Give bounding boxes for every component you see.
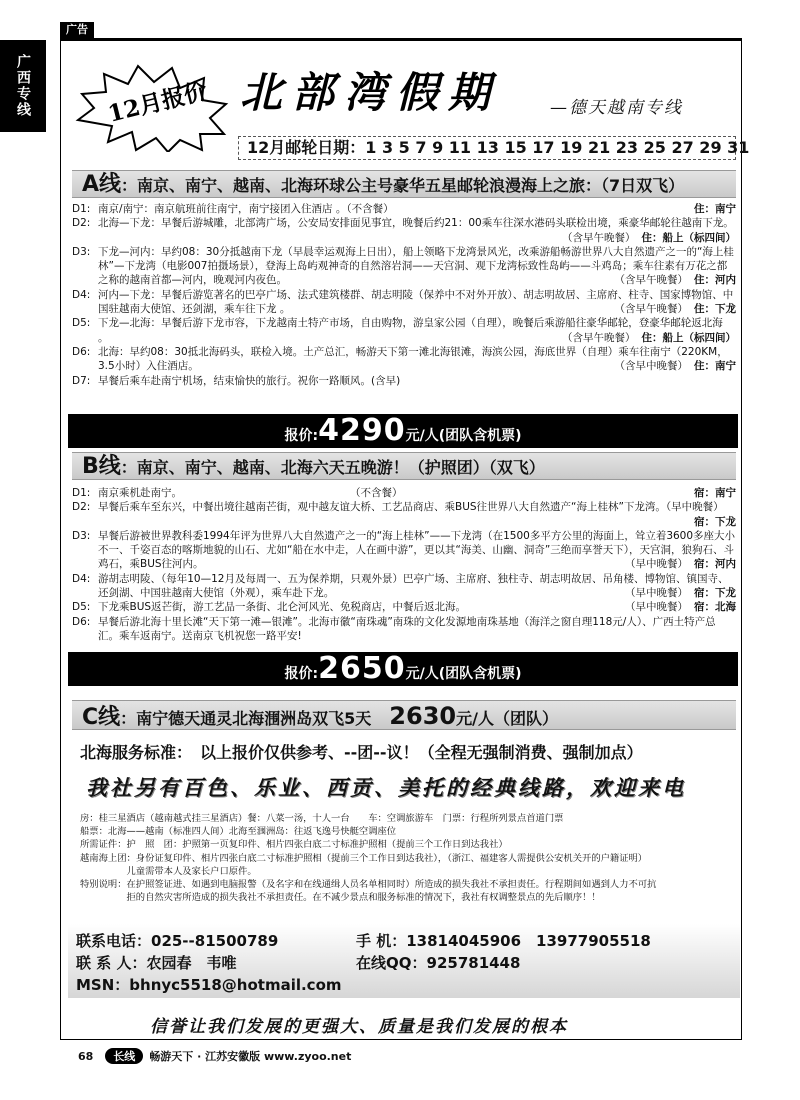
line-a-day-text: 河内—下龙：早餐后游览著名的巴亭广场、法式建筑楼群、胡志明陵（保养中不对外开放）、胡志明故居、主席府、柱寺、国家博物馆、中国驻越南大使馆、还剑湖，乘车往下龙 。 （含早午晚餐） 住：下龙 (98, 288, 736, 316)
page-footer (78, 1048, 351, 1064)
terms-line: 儿童需带本人及家长户口原件。 (80, 865, 257, 877)
line-b-day-text: 早餐后游被世界教科委1994年评为世界八大自然遗产之一的“海上桂林”——下龙湾（在1500多平方公里的海面上，耸立着3600多座大小不一、千姿百态的喀斯地貌的山石、尤如“船在水中走，人在画中游”，更以其“海美、山幽、洞奇”三绝而享誉天下），天宫洞，狼狗石、斗鸡石，乘BUS往河内。 （早中晚餐） 宿：河内 (98, 529, 736, 571)
line-a-day-meals: （含早中晚餐） (614, 360, 688, 373)
cruise-dates: 12月邮轮日期：1 3 5 7 9 11 13 15 17 19 21 23 25 27 29 31 (238, 136, 736, 160)
line-a-day-row (72, 345, 736, 374)
line-a-price-bar (68, 414, 738, 448)
line-b-day-meals: （早中晚餐） (625, 558, 688, 571)
line-b-day-row (72, 500, 736, 529)
line-a-day-stay (615, 359, 737, 373)
line-a-day-label: D1: (72, 203, 91, 215)
line-b-day-text: 早餐后乘车至东兴，中餐出境往越南芒街，观中越友谊大桥、工艺品商店、乘BUS往世界八大自然遗产“海上桂林”下龙湾。（早中晚餐） 宿：下龙 (98, 501, 736, 528)
line-b-day-stay (625, 600, 736, 614)
line-b-day-stay (625, 557, 736, 571)
line-b-code: B线 (82, 454, 121, 479)
line-a-day-label: D3: (72, 245, 91, 258)
line-b-day-stay (694, 486, 736, 500)
contact-qq: 在线QQ：925781448 (356, 954, 521, 972)
page-number: 68 (78, 1050, 94, 1063)
line-b-day-stay-text: 宿：河内 (694, 558, 736, 571)
line-b-day-meals: （早中晚餐） (625, 601, 688, 614)
terms-line: 房：桂三星酒店（越南越式挂三星酒店）餐：八菜一汤，十人一台 车：空调旅游车 门票：行程所列景点首道门票 (80, 813, 564, 824)
line-b-day-stay-text: 宿：南宁 (694, 487, 736, 499)
line-a-day-row (72, 374, 736, 388)
line-a-day-row (72, 316, 736, 345)
line-b-price: 2650 (318, 651, 406, 686)
line-a-day-text: 北海：早约08：30抵北海码头，联检入境。土产总汇，畅游天下第一滩北海银滩，海滨公园，海底世界（自理）乘车往南宁（220KM，3.5小时）入住酒店。 （含早中晚餐） 住：南宁 (98, 345, 736, 373)
section-pill: 长线 (105, 1048, 143, 1064)
line-b-day-label: D3: (72, 529, 91, 542)
line-b-title (72, 452, 736, 480)
line-b-price-bar (68, 652, 738, 686)
line-b-day-stay (694, 515, 736, 529)
line-a-day-stay (562, 231, 736, 245)
line-c-title (72, 700, 736, 730)
line-b-day-text: 下龙乘BUS返芒街，游工艺品一条街、北仑河风光、免税商店，中餐后返北海。 （早中晚餐） 宿：北海 (98, 601, 736, 614)
contact-mobile: 手 机：13814045906 13977905518 (356, 932, 651, 950)
line-a-day-meals: （含早午晚餐） (562, 331, 636, 344)
line-a-day-stay-text: 住：河内 (694, 274, 736, 287)
side-tab (0, 40, 46, 132)
line-a-day-stay (615, 273, 737, 287)
line-a-price-label: 报价: (284, 428, 319, 444)
promo-label: 12月报价 (105, 77, 210, 128)
terms-line: 拒的自然灾害所造成的损失我社不承担责任。在不减少景点和服务标准的情况下，我社有权调整景点的先后顺序！！ (80, 892, 601, 904)
line-a-day-stay-text: 住：南宁 (694, 360, 736, 373)
line-a-day-stay-text: 住：船上（标四间） (641, 231, 736, 244)
line-b-day-text: 南京乘机赴南宁。 （不含餐） 宿：南宁 (98, 487, 736, 499)
line-a-day-stay-text: 住：船上（标四间） (641, 331, 736, 344)
contact-person: 联 系 人：农园春 韦唯 (76, 954, 237, 972)
line-b-day-label: D6: (72, 615, 91, 628)
line-a-day-label: D2: (72, 217, 91, 230)
line-a-price: 4290 (318, 413, 406, 448)
line-b-day-text: 游胡志明陵、（每年10—12月及每周一、五为保养期，只观外景）巴亭广场、主席府、独柱寺、胡志明故居、吊角楼、博物馆、镇国寺、还剑湖、中国驻越南大使馆（外观），乘车赴下龙。 （早中晚餐） 宿：下龙 (98, 572, 736, 600)
line-b-day-label: D4: (72, 572, 91, 585)
terms-line: 特别说明：在护照签证进、如遇到电脑报警（及名字和在线通缉人员名单相同时）所造成的损失我社不承担责任。行程期间如遇到人力不可抗 (80, 879, 657, 891)
contact-box (68, 924, 740, 998)
line-a-day-label: D5: (72, 317, 91, 330)
terms-small-print (80, 812, 730, 904)
line-a-day-row (72, 202, 736, 216)
line-b-day-stay-text: 宿：北海 (694, 601, 736, 614)
service-note: 北海服务标准： 以上报价仅供参考、--团--议！（全程无强制消费、强制加点） (80, 743, 643, 762)
line-c-title-text: ：南宁德天通灵北海涠洲岛双飞5天 (120, 709, 372, 728)
line-a-day-text: 早餐后乘车赴南宁机场，结束愉快的旅行。祝你一路顺风。(含早) (98, 374, 401, 387)
line-a-itinerary (72, 202, 736, 388)
line-a-title (72, 170, 736, 198)
terms-line: 越南海上团：身份证复印件、相片四张白底二寸标准护照相（提前三个工作日到达我社），（浙江、福建客人需提供公安机关开的户籍证明） (80, 852, 648, 864)
line-a-day-label: D7: (72, 374, 91, 387)
line-a-day-text: 南京/南宁：南京航班前往南宁，南宁接团入住酒店 。（不含餐） 住：南宁 (98, 203, 736, 215)
line-b-day-stay-text: 宿：下龙 (694, 587, 736, 600)
line-a-day-text: 下龙—北海：早餐后游下龙市容，下龙越南土特产市场，自由购物，游皇家公园（自理），晚餐后乘游船往豪华邮轮，登豪华邮轮返北海 。 （含早午晚餐） 住：船上（标四间） (98, 317, 736, 344)
page-title: 北部湾假期 (240, 68, 501, 117)
line-a-day-stay-text: 住：南宁 (694, 203, 736, 215)
line-a-day-meals: （含早午晚餐） (562, 231, 636, 244)
line-a-day-text: 北海—下龙：早餐后游城雕，北部湾广场，公安局安排面见事宜，晚餐后约21：00乘车往深水港码头联检出境，乘豪华邮轮往越南下龙。 （含早午晚餐） 住：船上（标四间） (98, 217, 736, 244)
line-a-day-stay (562, 331, 736, 345)
line-a-day-row (72, 216, 736, 245)
line-b-day-label: D2: (72, 501, 91, 514)
side-tab-label: 广西专线 (15, 54, 31, 118)
footer-brand: 畅游天下 · 江苏安徽版 www.zyoo.net (149, 1050, 352, 1063)
line-b-day-row (72, 615, 736, 644)
line-b-price-unit: 元/人(团队含机票) (405, 666, 522, 682)
ad-tag: 广告 (60, 22, 94, 38)
line-b-day-label: D5: (72, 601, 91, 614)
line-b-day-row (72, 486, 736, 500)
terms-line: 船票：北海——越南（标准四人间）北海至涠洲岛：往返飞逸号快艇空调座位 (80, 826, 397, 838)
other-lines-banner: 我社另有百色、乐业、西贡、美托的经典线路，欢迎来电 (86, 775, 686, 800)
line-b-itinerary (72, 486, 736, 643)
line-a-code: A线 (82, 172, 122, 197)
line-b-day-row (72, 529, 736, 572)
line-b-day-stay-text: 宿：下龙 (694, 515, 736, 528)
page-subtitle: —德天越南专线 (550, 98, 683, 118)
contact-phone: 联系电话：025--81500789 (76, 932, 279, 950)
line-a-day-stay (694, 202, 736, 216)
line-b-day-label: D1: (72, 487, 91, 499)
line-c-code: C线 (82, 705, 121, 730)
line-b-title-text: ：南京、南宁、越南、北海六天五晚游！（护照团）（双飞） (120, 458, 545, 477)
line-a-day-meals: （含早午晚餐） (614, 303, 688, 316)
line-b-day-row (72, 600, 736, 614)
slogan: 信誉让我们发展的更强大、质量是我们发展的根本 (150, 1017, 568, 1037)
line-b-day-meals: （早中晚餐） (625, 587, 688, 600)
contact-msn: MSN：bhnyc5518@hotmail.com (76, 976, 342, 994)
line-c-price-unit: 元/人（团队） (456, 709, 558, 728)
line-b-price-label: 报价: (284, 666, 319, 682)
line-a-day-row (72, 288, 736, 317)
line-a-price-unit: 元/人(团队含机票) (405, 428, 522, 444)
line-a-day-stay-text: 住：下龙 (694, 303, 736, 316)
line-a-day-stay (615, 302, 737, 316)
line-c-price: 2630 (389, 702, 457, 730)
line-b-day-text: 早餐后游北海十里长滩“天下第一滩—银滩”。北海市徽“南珠魂”南珠的文化发源地南珠基地（海洋之窗自理118元/人）、广西土特产总汇。乘车返南宁。送南京飞机祝您一路平安! (98, 615, 716, 642)
line-a-title-text: ：南京、南宁、越南、北海环球公主号豪华五星邮轮浪漫海上之旅：（7日双飞） (121, 176, 685, 195)
line-a-day-row (72, 245, 736, 288)
line-b-day-stay (625, 586, 736, 600)
line-a-day-meals: （含早午晚餐） (614, 274, 688, 287)
line-b-day-row (72, 572, 736, 601)
terms-line: 所需证件：护 照 团：护照第一页复印件、相片四张白底二寸标准护照相（提前三个工作日到达我社） (80, 839, 508, 851)
line-a-day-label: D4: (72, 288, 91, 301)
line-a-day-label: D6: (72, 345, 91, 358)
line-a-day-text: 下龙—河内：早约08：30分抵越南下龙（早晨幸运观海上日出），船上领略下龙湾景风光，改乘游船畅游世界八大自然遗产之一的“海上桂林”—下龙湾（电影007拍摄场景），登海上岛屿观神奇的自然溶岩洞——天宫洞、观下龙湾标致性岛屿——斗鸡岛；乘车往素有万花之都之称的越南首都—河内，晚观河内夜色。 （含早午晚餐） 住：河内 (98, 245, 736, 287)
